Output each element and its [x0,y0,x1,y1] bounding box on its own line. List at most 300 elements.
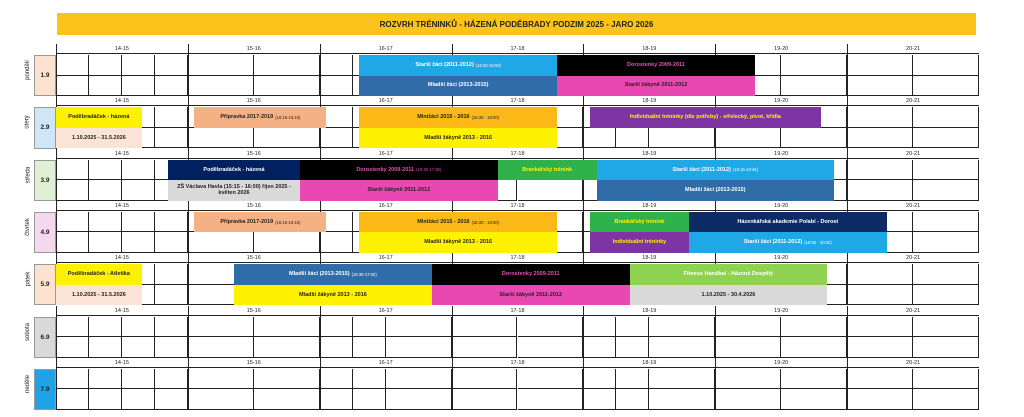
hour-label: 15-16 [246,359,261,366]
hour-header [56,201,979,211]
time-slot [254,76,320,97]
day-name [22,149,34,201]
training-event [630,264,828,285]
training-event [630,285,828,306]
time-slot [320,128,353,149]
day-grid [56,306,979,358]
training-event [590,107,821,128]
training-event [56,264,142,285]
time-slot [155,389,188,410]
day-block-sobota [22,306,979,358]
time-slot [781,317,847,338]
event-label: Starší žáci (2011-2012) [415,61,474,68]
event-label: Minižáci 2015 - 2016 [417,218,470,225]
hour-label: 19-20 [774,307,789,314]
time-slot [56,369,89,390]
time-slot [781,128,847,149]
event-label: Starší žákyně 2011-2012 [367,187,431,194]
time-slot [155,285,188,306]
hour-label: 15-16 [246,202,261,209]
hour-label: 16-17 [378,255,393,262]
training-event [359,212,557,233]
hour-label: 20-21 [906,150,921,157]
hour-label: 16-17 [378,202,393,209]
time-slot [715,369,781,390]
hour-label: 18-19 [642,150,657,157]
event-label: Dorostenky 2009-2011 [627,61,685,68]
training-event [432,285,630,306]
time-slot [254,317,320,338]
time-slot [155,337,188,358]
hour-label: 15-16 [246,98,261,105]
event-label: Dorostenky 2009-2011 [356,166,415,173]
time-slot [188,76,254,97]
event-label: Brankářský trénink [522,166,573,173]
hour-label: 16-17 [378,46,393,52]
time-slot [847,285,913,306]
time-slot [913,180,979,201]
hour-label: 16-17 [378,359,393,366]
event-label: Poděbradáček - Atletika [67,271,130,278]
hour-label: 19-20 [774,46,789,52]
event-label: Starší žákyně 2011-2012 [624,82,688,89]
event-label: Dorostenky 2009-2011 [501,271,560,278]
training-event [56,128,142,149]
training-event [557,76,755,97]
event-label: Přípravka 2017-2019 [220,114,274,121]
hour-label: 19-20 [774,255,789,262]
hour-label: 20-21 [906,98,921,105]
time-slot [353,369,386,390]
hour-label: 18-19 [642,307,657,314]
training-event [359,107,557,128]
day-name [22,306,34,358]
training-event [498,160,597,181]
time-slot [715,317,781,338]
time-slot [155,369,188,390]
time-slot [781,76,847,97]
hour-label: 14-15 [114,359,129,366]
time-slot [913,389,979,410]
hour-label: 17-18 [510,202,525,209]
event-time: (15:30-17:00) [351,271,377,277]
hour-label: 18-19 [642,359,657,366]
hour-label: 15-16 [246,46,261,52]
event-time: (16:30-17:30) [416,167,442,173]
hour-header [56,44,979,54]
time-slot [847,317,913,338]
time-slot [583,128,616,149]
time-slot [155,107,188,128]
schedule-title: ROZVRH TRÉNINKŮ - HÁZENÁ PODĚBRADY PODZIM 2025 - JARO 2026 [57,13,976,35]
time-slot [122,180,155,201]
time-slot [155,128,188,149]
hour-header [56,96,979,106]
time-slot [122,369,155,390]
time-slot [781,369,847,390]
hour-label: 14-15 [114,307,129,314]
event-label: Mladší žákyně 2013 - 2016 [298,291,367,298]
event-time: (19:00 - 20:30) [804,240,832,246]
time-slot [254,55,320,76]
hour-header [56,149,979,159]
event-label: Mladší žákyně 2013 - 2016 [424,134,493,141]
time-slot [320,389,353,410]
event-label: Starší žáci (2011-2012) [672,166,731,173]
time-slot [89,76,122,97]
time-slot [155,76,188,97]
time-slot [155,55,188,76]
time-slot [649,369,715,390]
event-label: Minižáci 2015 - 2016 [417,114,470,121]
time-slot [254,369,320,390]
hour-label: 17-18 [510,307,525,314]
hour-label: 15-16 [246,307,261,314]
time-slot [155,317,188,338]
time-slot [188,369,254,390]
event-label: Přípravka 2017-2019 [220,218,274,225]
time-slot [386,389,452,410]
time-slot [847,264,913,285]
time-slot [56,180,89,201]
time-slot [583,337,616,358]
training-event [194,212,326,233]
time-slot [320,232,353,253]
hour-label: 14-15 [114,46,129,52]
hour-label: 20-21 [906,202,921,209]
training-event [234,264,432,285]
time-slot [913,232,979,253]
time-slot [616,337,649,358]
time-slot [320,317,353,338]
time-slot [122,76,155,97]
time-slot [386,337,452,358]
hour-label: 14-15 [114,202,129,209]
hour-label: 15-16 [246,255,261,262]
time-slot [518,389,584,410]
hour-label: 17-18 [510,255,525,262]
day-date: 6.9 [34,317,56,358]
time-slot [715,389,781,410]
event-label: Mladší žáci (2013-2015) [685,187,746,194]
time-slot [89,55,122,76]
training-event [300,160,498,181]
time-slot [188,232,254,253]
event-label: Mladší žáci (2013-2015) [289,271,350,278]
time-slot [122,317,155,338]
time-slot [913,76,979,97]
event-label: Individuální tréninky [612,239,667,246]
time-slot [56,76,89,97]
time-slot [155,232,188,253]
day-name-text: čtvrtek [25,218,32,236]
time-slot [913,55,979,76]
event-label: ZŠ Václava Havla (15:15 - 16:00) říjen 2025 - květen 2026 [177,183,291,197]
hour-label: 18-19 [642,98,657,105]
day-name [22,201,34,253]
hour-label: 18-19 [642,202,657,209]
hour-header [56,306,979,316]
training-event [597,160,834,181]
time-slot [781,337,847,358]
day-block-úterý [22,96,979,148]
time-slot [89,232,122,253]
training-event [234,285,432,306]
event-time: (16:30 - 18:00) [471,115,500,121]
day-name [22,358,34,410]
time-slot [89,389,122,410]
time-slot [353,317,386,338]
training-event [590,212,689,233]
time-slot [122,212,155,233]
event-label: Mladší žáci (2013-2015) [427,82,489,89]
time-slot [122,389,155,410]
time-slot [913,264,979,285]
day-name [22,253,34,305]
time-slot [122,160,155,181]
day-date: 4.9 [34,212,56,253]
training-event [56,285,142,306]
time-slot [386,317,452,338]
time-slot [518,369,584,390]
training-event [300,180,498,201]
training-event [56,107,142,128]
training-event [689,212,887,233]
time-slot [353,389,386,410]
training-event [590,232,689,253]
time-slot [320,369,353,390]
event-label: 1.10.2025 - 31.5.2026 [71,291,126,298]
time-slot [188,317,254,338]
hour-header [56,358,979,368]
event-time: (15:15-16:15) [275,219,301,225]
day-name-text: sobota [25,322,32,341]
training-event [557,55,755,76]
day-block-neděle [22,358,979,410]
time-slot [254,337,320,358]
time-slot [616,128,649,149]
time-slot [913,212,979,233]
time-slot [781,389,847,410]
time-slot [847,107,913,128]
time-slot [913,369,979,390]
training-event [194,107,326,128]
time-slot [913,317,979,338]
time-slot [913,128,979,149]
time-slot [518,180,584,201]
event-label: Mladší žákyně 2013 - 2016 [424,239,493,246]
day-block-středa [22,149,979,201]
time-slot [715,128,781,149]
event-time: (16:30-18:00) [475,62,501,68]
time-slot [452,337,518,358]
hour-label: 18-19 [642,46,657,52]
day-grid [56,253,979,305]
time-slot [155,212,188,233]
time-slot [913,337,979,358]
day-name-text: neděle [25,374,31,393]
hour-label: 17-18 [510,150,525,157]
time-slot [616,389,649,410]
event-label: Starší žáci (2011-2012) [743,239,803,246]
time-slot [56,337,89,358]
hour-label: 16-17 [378,307,393,314]
training-event [359,55,557,76]
day-name-text: pondělí [25,60,31,80]
day-date: 2.9 [34,107,56,148]
time-slot [847,337,913,358]
time-slot [56,160,89,181]
event-label: Brankářský trénink [614,218,665,225]
day-name-text: úterý [25,115,31,130]
time-slot [847,180,913,201]
day-name-text: středa [25,166,31,184]
time-slot [89,337,122,358]
time-slot [913,160,979,181]
training-event [689,232,887,253]
day-grid [56,149,979,201]
event-label: Starší žákyně 2011-2012 [499,291,563,298]
time-slot [56,317,89,338]
time-slot [188,389,254,410]
time-slot [122,55,155,76]
day-date: 3.9 [34,160,56,201]
time-slot [254,389,320,410]
hour-label: 15-16 [246,150,261,157]
time-slot [847,160,913,181]
time-slot [847,369,913,390]
event-time: (16:30 - 18:00) [471,219,500,225]
hour-label: 17-18 [510,98,525,105]
hour-label: 20-21 [906,255,921,262]
time-slot [89,160,122,181]
time-slot [188,55,254,76]
time-slot [847,389,913,410]
time-slot [649,337,715,358]
time-slot [122,337,155,358]
training-event [168,160,300,181]
time-slot [56,232,89,253]
training-event [359,128,557,149]
time-slot [155,264,188,285]
time-slot [56,55,89,76]
event-label: Házenkářská akademie Polabí - Dorost [737,218,839,225]
time-slot [320,55,353,76]
time-slot [89,317,122,338]
hour-label: 16-17 [378,98,393,105]
day-name [22,96,34,148]
time-slot [583,389,616,410]
time-slot [254,128,320,149]
hour-label: 18-19 [642,255,657,262]
day-block-pondělí [22,44,979,96]
day-block-čtvrtek [22,201,979,253]
hour-label: 20-21 [906,307,921,314]
time-slot [616,369,649,390]
day-block-pátek [22,253,979,305]
training-event [359,232,557,253]
time-slot [847,55,913,76]
hour-label: 19-20 [774,359,789,366]
training-event [168,180,300,201]
event-label: 1.10.2025 - 31.5.2026 [71,134,126,141]
hour-label: 16-17 [378,150,393,157]
day-grid [56,358,979,410]
time-slot [847,76,913,97]
time-slot [188,128,254,149]
hour-label: 14-15 [114,255,129,262]
hour-header [56,253,979,263]
time-slot [781,55,847,76]
time-slot [583,317,616,338]
time-slot [649,389,715,410]
time-slot [122,232,155,253]
hour-label: 20-21 [906,359,921,366]
time-slot [913,285,979,306]
event-label: Poděbradáček - házená [68,114,130,121]
day-grid [56,201,979,253]
time-slot [452,369,518,390]
time-slot [89,369,122,390]
event-label: Fitness Handbal - Házená Dospělý [683,271,774,278]
hour-label: 14-15 [114,150,129,157]
hour-label: 17-18 [510,359,525,366]
hour-label: 14-15 [114,98,129,105]
event-time: (15:15-16:15) [275,115,301,121]
event-time: (18:15-19:45) [732,167,759,173]
day-grid [56,96,979,148]
hour-label: 20-21 [906,46,921,52]
day-date: 1.9 [34,55,56,96]
event-label: Individuální tréninky (dle potřeby) - střelecký, pivot, křídla [629,114,781,121]
time-slot [649,317,715,338]
hour-label: 19-20 [774,98,789,105]
schedule-sheet [22,44,979,410]
time-slot [320,337,353,358]
time-slot [386,369,452,390]
time-slot [913,107,979,128]
time-slot [616,317,649,338]
day-date: 5.9 [34,264,56,305]
time-slot [583,369,616,390]
time-slot [649,128,715,149]
time-slot [518,337,584,358]
time-slot [320,76,353,97]
day-name-text: pátek [25,271,31,287]
event-label: Poděbradáček - házená [203,166,265,173]
time-slot [56,212,89,233]
hour-label: 17-18 [510,46,525,52]
time-slot [188,337,254,358]
hour-label: 19-20 [774,202,789,209]
day-name [22,44,34,96]
time-slot [56,389,89,410]
time-slot [847,128,913,149]
day-grid [56,44,979,96]
time-slot [254,232,320,253]
training-event [597,180,834,201]
time-slot [89,180,122,201]
hour-label: 19-20 [774,150,789,157]
training-event [359,76,557,97]
time-slot [518,317,584,338]
event-label: 1.10.2025 - 30.4.2026 [701,291,756,298]
time-slot [452,317,518,338]
time-slot [353,337,386,358]
time-slot [89,212,122,233]
training-event [432,264,630,285]
time-slot [715,337,781,358]
